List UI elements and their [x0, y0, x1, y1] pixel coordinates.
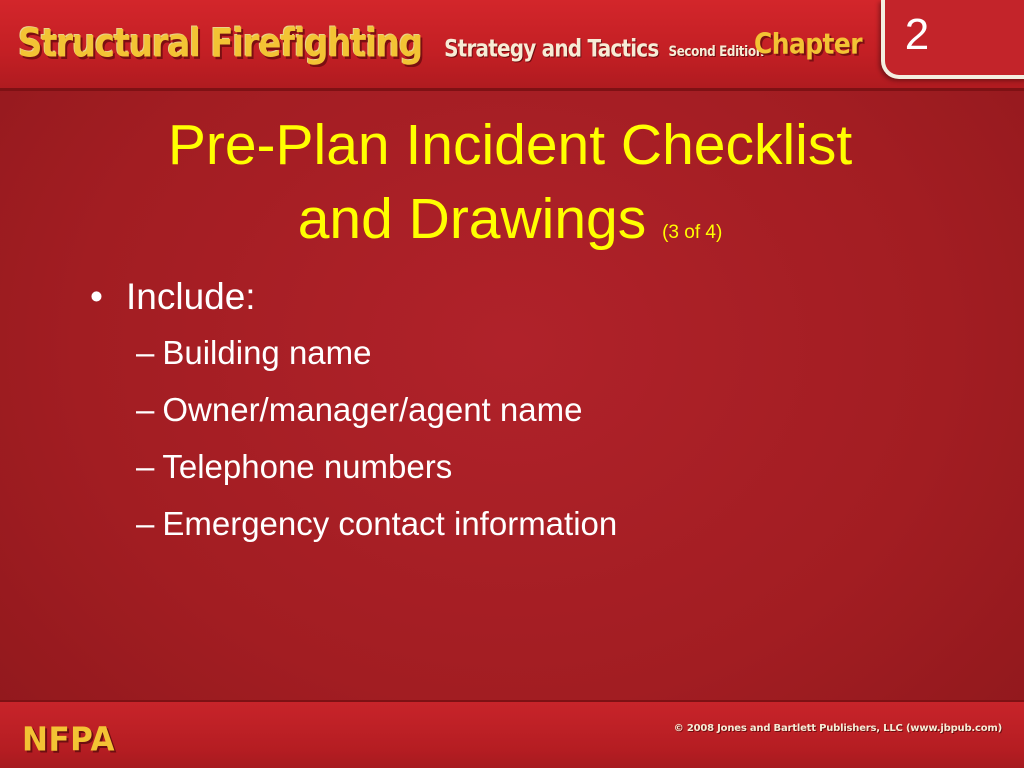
- copyright-notice: © 2008 Jones and Bartlett Publishers, LLC (www.jbpub.com): [673, 723, 1002, 734]
- book-title: [18, 21, 764, 70]
- slide-title: [110, 108, 910, 270]
- series-title: Structural Firefighting: [18, 21, 423, 67]
- sub-item-emergency-contact: [136, 505, 950, 562]
- sub-item-text: Emergency contact information: [162, 505, 618, 542]
- slide-title-line2-text: and Drawings: [297, 187, 647, 251]
- bullet-marker: •: [90, 276, 103, 317]
- bullet-list: [90, 276, 950, 562]
- slide-title-line2: [110, 182, 910, 270]
- chapter-tab: [881, 0, 1024, 79]
- dash-marker: –: [136, 391, 155, 428]
- bullet-text: Include:: [126, 276, 256, 317]
- book-subtitle: Strategy and Tactics: [444, 33, 659, 63]
- slide-title-line1: Pre-Plan Incident Checklist: [167, 113, 853, 177]
- chapter-number: 2: [904, 10, 930, 59]
- dash-marker: –: [136, 334, 155, 371]
- dash-marker: –: [136, 505, 155, 542]
- header-banner: [0, 0, 1024, 91]
- sub-item-text: Building name: [162, 334, 372, 371]
- sub-item-text: Owner/manager/agent name: [162, 391, 583, 428]
- page-indicator: (3 of 4): [662, 222, 723, 243]
- sub-item-telephone: [136, 448, 950, 505]
- sub-item-owner-name: [136, 391, 950, 448]
- edition-label: Second Edition: [668, 42, 764, 60]
- footer-banner: [0, 700, 1024, 768]
- sub-item-text: Telephone numbers: [162, 448, 453, 485]
- bullet-item: [90, 276, 950, 334]
- chapter-label: Chapter: [754, 26, 862, 61]
- nfpa-logo: NFPA: [22, 721, 115, 759]
- sub-item-building-name: [136, 334, 950, 391]
- dash-marker: –: [136, 448, 155, 485]
